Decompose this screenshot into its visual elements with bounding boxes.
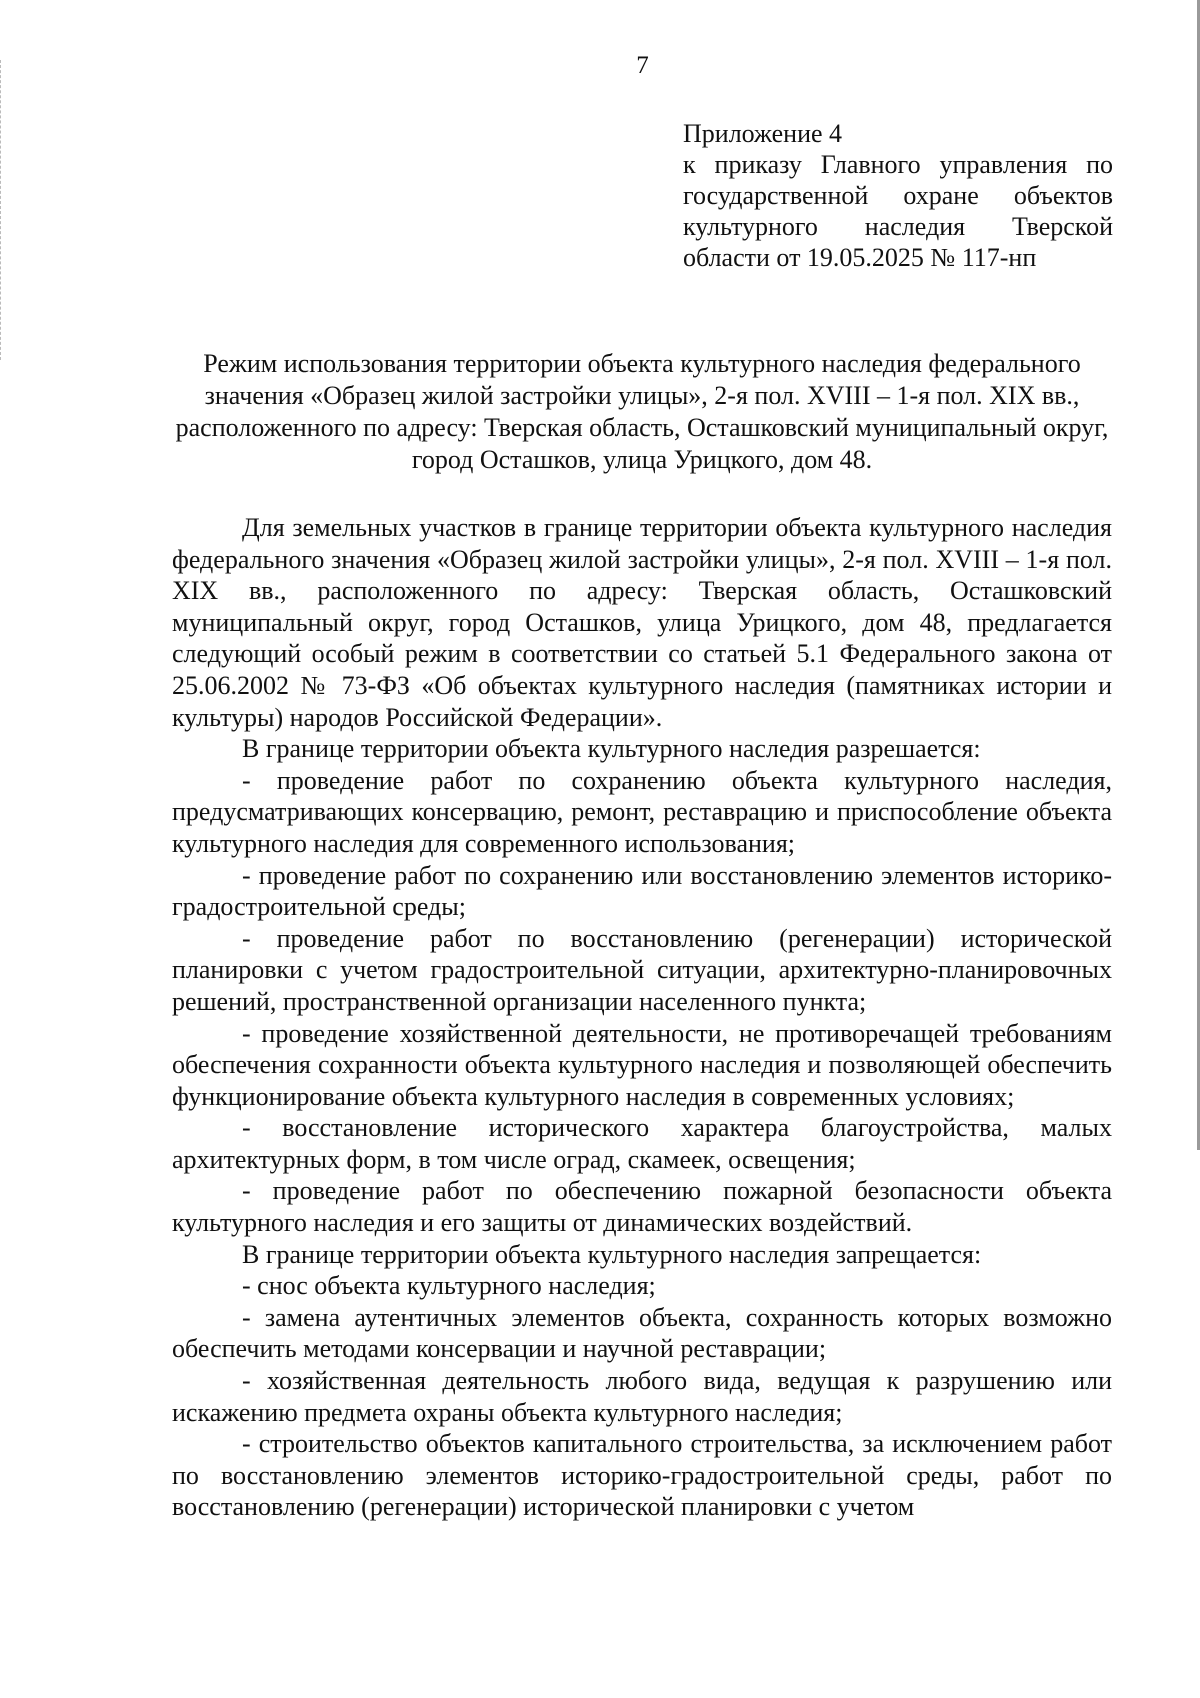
allowed-item: - проведение работ по восстановлению (регенерации) исторической планировки с учетом градостроительной ситуации, архитектурно-планировочных решений, пространственной организации населенного пункта;	[172, 923, 1112, 1016]
allowed-item: - проведение работ по сохранению или восстановлению элементов историко-градостроительной среды;	[172, 860, 1112, 922]
page-number: 7	[636, 52, 649, 79]
prohibited-item: - строительство объектов капитального строительства, за исключением работ по восстановлению элементов историко-градостроительной среды, работ по восстановлению (регенерации) исторической планировки с учетом	[172, 1429, 1112, 1522]
appendix-reference: к приказу Главного управления по государственной охране объектов культурного наследия Тверской области от 19.05.2025 № 117-нп	[683, 150, 1113, 272]
appendix-title: Приложение 4	[683, 119, 843, 148]
document-heading: Режим использования территории объекта культурного наследия федерального значения «Образец жилой застройки улицы», 2-я пол. XVIII – 1-я пол. XIX вв., расположенного по адресу: Тверская область, Осташковский муниципальный округ, город Осташков, улица Урицкого, дом 48.	[175, 349, 1109, 474]
prohibited-item: - снос объекта культурного наследия;	[242, 1271, 656, 1301]
allowed-heading: В границе территории объекта культурного наследия разрешается:	[242, 734, 981, 764]
prohibited-heading: В границе территории объекта культурного наследия запрещается:	[242, 1239, 982, 1269]
appendix-block	[683, 118, 1113, 273]
prohibited-item: - замена аутентичных элементов объекта, сохранность которых возможно обеспечить методами консервации и научной реставрации;	[172, 1302, 1112, 1364]
prohibited-item: - хозяйственная деятельность любого вида, ведущая к разрушению или искажению предмета охраны объекта культурного наследия;	[172, 1366, 1112, 1427]
document-body	[172, 512, 1112, 1523]
allowed-item: - проведение работ по обеспечению пожарной безопасности объекта культурного наследия и его защиты от динамических воздействий.	[172, 1176, 1112, 1238]
intro-paragraph: Для земельных участков в границе территории объекта культурного наследия федерального значения «Образец жилой застройки улицы», 2-я пол. XVIII – 1-я пол. XIX вв., расположенного по адресу: Тверская область, Осташковский муниципальный округ, город Осташков, улица Урицкого, дом 48, предлагается следующий особый режим в соответствии со статьей 5.1 Федерального закона от 25.06.2002 № 73-ФЗ «Об объектах культурного наследия (памятниках истории и культуры) народов Российской Федерации».	[172, 513, 1112, 732]
scan-margin-marks	[0, 60, 5, 360]
allowed-item: - проведение хозяйственной деятельности, не противоречащей требованиям обеспечения сохранности объекта культурного наследия и позволяющей обеспечить функционирование объекта культурного наследия в современных условиях;	[172, 1018, 1112, 1111]
allowed-item: - восстановление исторического характера благоустройства, малых архитектурных форм, в том числе оград, скамеек, освещения;	[172, 1113, 1112, 1174]
allowed-item: - проведение работ по сохранению объекта культурного наследия, предусматривающих консервацию, ремонт, реставрацию и приспособление объекта культурного наследия для современного использования;	[172, 765, 1112, 858]
